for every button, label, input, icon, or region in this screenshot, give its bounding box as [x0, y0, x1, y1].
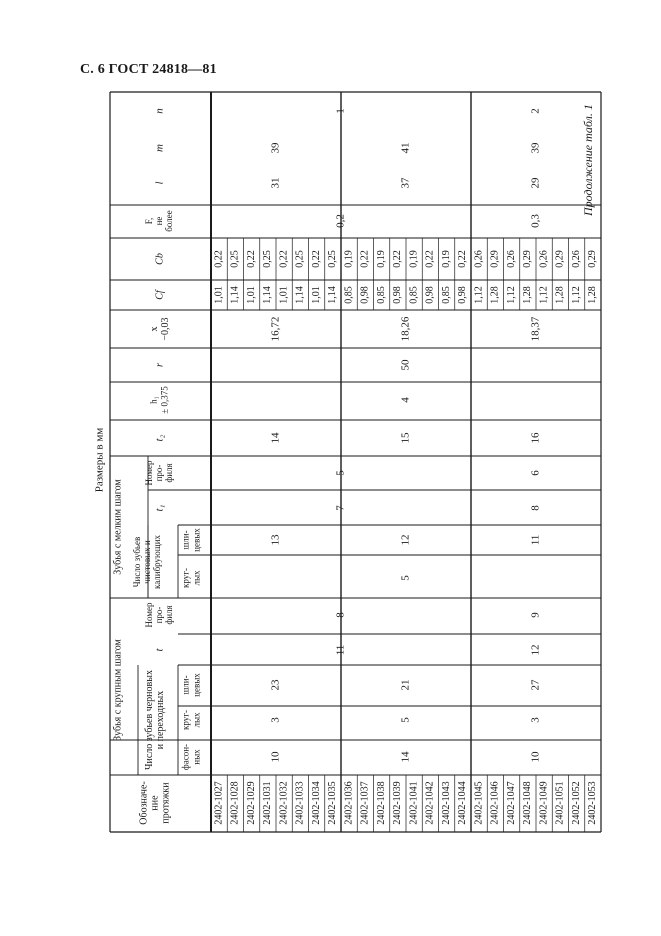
- header-h1: h₁: [148, 396, 159, 404]
- cf-cell: 1,28: [522, 286, 534, 304]
- header-fine-round: круг-: [180, 568, 191, 588]
- header-r: r: [153, 362, 166, 368]
- designation-cell: 2402-1053: [587, 781, 599, 825]
- x-cell: 18,26: [399, 316, 412, 342]
- designation-cell: 2402-1035: [327, 781, 339, 825]
- continuation-label: Продолжение табл. 1: [581, 104, 595, 216]
- cb-cell: 0,25: [327, 250, 339, 268]
- cb-cell: 0,26: [570, 250, 582, 268]
- cf-cell: 0,85: [343, 286, 355, 304]
- cf-cell: 1,28: [587, 286, 599, 304]
- t1-cell: 8: [529, 505, 542, 511]
- designation-cell: 2402-1039: [392, 781, 404, 825]
- header-l: l: [153, 181, 166, 185]
- t2-cell: 14: [269, 432, 282, 444]
- cf-cell: 1,14: [294, 286, 306, 304]
- m-cell: 41: [399, 142, 412, 154]
- designation-cell: 2402-1045: [473, 781, 485, 825]
- header-fine-round: лых: [191, 570, 202, 586]
- fine-profile-cell: 5: [334, 470, 347, 476]
- spline-cell: 27: [529, 679, 542, 691]
- header-round: круг-: [180, 710, 191, 730]
- cf-cell: 1,28: [489, 286, 501, 304]
- cf-cell: 1,01: [245, 286, 257, 304]
- shaped-cell: 10: [269, 751, 282, 763]
- header-coarse-group: Зубья с крупным шагом: [112, 639, 124, 741]
- t-cell: 11: [334, 644, 347, 656]
- header-fine-profile: филя: [164, 463, 175, 483]
- cb-cell: 0,29: [522, 250, 534, 268]
- header-fine-count: чистовых и: [142, 540, 153, 584]
- fine-round-cell: 5: [399, 575, 412, 581]
- header-coarse-count: Число зубьев черновых: [143, 670, 155, 770]
- cf-cell: 1,28: [554, 286, 566, 304]
- n-cell: 2: [529, 108, 542, 114]
- header-m: m: [153, 144, 166, 152]
- header-x: x: [148, 326, 160, 332]
- cf-cell: 1,14: [262, 286, 274, 304]
- header-fine-count: Число зубьев: [132, 536, 143, 588]
- header-round: лых: [191, 712, 202, 728]
- cb-cell: 0,22: [457, 250, 469, 268]
- designation-cell: 2402-1036: [343, 781, 355, 825]
- r-cell: 50: [399, 359, 412, 371]
- shaped-cell: 10: [529, 751, 542, 763]
- n-cell: 1: [334, 108, 347, 114]
- designation-cell: 2402-1034: [310, 781, 322, 825]
- cf-cell: 1,12: [505, 286, 517, 304]
- cb-cell: 0,25: [262, 250, 274, 268]
- f-cell: 0,3: [529, 214, 542, 228]
- cf-cell: 0,98: [392, 286, 404, 304]
- header-cf: Cf: [154, 290, 166, 300]
- cf-cell: 1,01: [213, 286, 225, 304]
- cb-cell: 0,22: [392, 250, 404, 268]
- x-cell: 18,37: [529, 316, 542, 342]
- header-fine-spline: цевых: [191, 528, 202, 552]
- designation-cell: 2402-1049: [538, 781, 550, 825]
- designation-cell: 2402-1042: [424, 781, 436, 825]
- cb-cell: 0,19: [375, 250, 387, 268]
- cf-cell: 1,12: [538, 286, 550, 304]
- header-t2: t₂: [153, 434, 166, 442]
- t1-cell: 7: [334, 505, 347, 511]
- m-cell: 39: [269, 142, 282, 154]
- header-fine-profile: Номер: [144, 460, 155, 486]
- header-spline: цевых: [191, 673, 202, 697]
- profile-cell: 9: [529, 612, 542, 618]
- fine-spline-cell: 11: [529, 534, 542, 546]
- t2-cell: 16: [529, 432, 542, 444]
- cb-cell: 0,29: [554, 250, 566, 268]
- header-x: −0,03: [159, 317, 171, 341]
- designation-cell: 2402-1037: [359, 781, 371, 825]
- cf-cell: 0,98: [359, 286, 371, 304]
- header-f: F,: [144, 217, 155, 225]
- designation-cell: 2402-1038: [375, 781, 387, 825]
- header-cb: Cb: [154, 253, 166, 265]
- designation-cell: 2402-1027: [213, 781, 225, 825]
- round-cell: 3: [529, 717, 542, 723]
- header-shaped: фасон-: [180, 743, 191, 771]
- cb-cell: 0,22: [278, 250, 290, 268]
- round-cell: 5: [399, 717, 412, 723]
- designation-cell: 2402-1052: [570, 781, 582, 825]
- header-spline: шли-: [180, 675, 191, 695]
- header-t1: t₁: [153, 504, 166, 512]
- cb-cell: 0,29: [489, 250, 501, 268]
- header-coarse-count: и переходных: [154, 690, 166, 750]
- designation-cell: 2402-1051: [554, 781, 566, 825]
- designation-cell: 2402-1041: [408, 781, 420, 825]
- header-n: n: [153, 108, 166, 114]
- designation-cell: 2402-1029: [245, 781, 257, 825]
- t2-cell: 15: [399, 432, 412, 444]
- designation-cell: 2402-1031: [262, 781, 274, 825]
- header-fine-group: Зубья с мелким шагом: [112, 479, 124, 575]
- header-fine-spline: шли-: [180, 530, 191, 550]
- designation-cell: 2402-1047: [505, 781, 517, 825]
- header-designation: протяжки: [160, 782, 172, 824]
- cb-cell: 0,19: [343, 250, 355, 268]
- l-cell: 29: [529, 177, 542, 189]
- designation-cell: 2402-1028: [229, 781, 241, 825]
- shaped-cell: 14: [399, 751, 412, 763]
- header-t: t: [153, 648, 166, 652]
- header-profile: про-: [154, 606, 165, 624]
- cb-cell: 0,22: [310, 250, 322, 268]
- cb-cell: 0,26: [473, 250, 485, 268]
- t-cell: 12: [529, 644, 542, 656]
- header-designation: ние: [149, 795, 161, 811]
- header-profile: филя: [164, 605, 175, 625]
- l-cell: 37: [399, 177, 412, 189]
- cb-cell: 0,19: [440, 250, 452, 268]
- cf-cell: 1,14: [327, 286, 339, 304]
- cb-cell: 0,22: [359, 250, 371, 268]
- header-shaped: ных: [191, 749, 202, 765]
- header-fine-count: калибрующих: [152, 534, 163, 590]
- h1-cell: 4: [399, 397, 412, 403]
- header-designation: Обозначе-: [138, 781, 150, 825]
- round-cell: 3: [269, 717, 282, 723]
- page-header: С. 6 ГОСТ 24818—81: [80, 62, 217, 77]
- designation-cell: 2402-1048: [522, 781, 534, 825]
- header-fine-profile: про-: [154, 464, 165, 482]
- spline-cell: 23: [269, 679, 282, 691]
- designation-cell: 2402-1046: [489, 781, 501, 825]
- cb-cell: 0,26: [538, 250, 550, 268]
- designation-cell: 2402-1043: [440, 781, 452, 825]
- cb-cell: 0,22: [424, 250, 436, 268]
- cb-cell: 0,29: [587, 250, 599, 268]
- cf-cell: 1,01: [310, 286, 322, 304]
- header-h1: ± 0,375: [159, 386, 170, 414]
- spline-cell: 21: [399, 679, 412, 691]
- cf-cell: 1,12: [473, 286, 485, 304]
- cb-cell: 0,22: [245, 250, 257, 268]
- profile-cell: 8: [334, 612, 347, 618]
- designation-cell: 2402-1033: [294, 781, 306, 825]
- m-cell: 39: [529, 142, 542, 154]
- cf-cell: 0,85: [408, 286, 420, 304]
- cf-cell: 1,12: [570, 286, 582, 304]
- fine-spline-cell: 13: [269, 534, 282, 546]
- cb-cell: 0,22: [213, 250, 225, 268]
- cf-cell: 0,85: [440, 286, 452, 304]
- cb-cell: 0,25: [294, 250, 306, 268]
- cf-cell: 1,01: [278, 286, 290, 304]
- designation-cell: 2402-1044: [457, 781, 469, 825]
- designation-cell: 2402-1032: [278, 781, 290, 825]
- header-profile: Номер: [144, 602, 155, 628]
- cf-cell: 1,14: [229, 286, 241, 304]
- cb-cell: 0,19: [408, 250, 420, 268]
- l-cell: 31: [269, 177, 282, 189]
- cb-cell: 0,26: [505, 250, 517, 268]
- dimensions-label: Размеры в мм: [93, 427, 106, 493]
- cf-cell: 0,85: [375, 286, 387, 304]
- x-cell: 16,72: [269, 316, 282, 342]
- header-f: более: [164, 210, 175, 232]
- cf-cell: 0,98: [457, 286, 469, 304]
- cb-cell: 0,25: [229, 250, 241, 268]
- cf-cell: 0,98: [424, 286, 436, 304]
- f-cell: 0,2: [334, 214, 347, 228]
- fine-spline-cell: 12: [399, 534, 412, 546]
- fine-profile-cell: 6: [529, 470, 542, 476]
- header-f: не: [154, 216, 165, 226]
